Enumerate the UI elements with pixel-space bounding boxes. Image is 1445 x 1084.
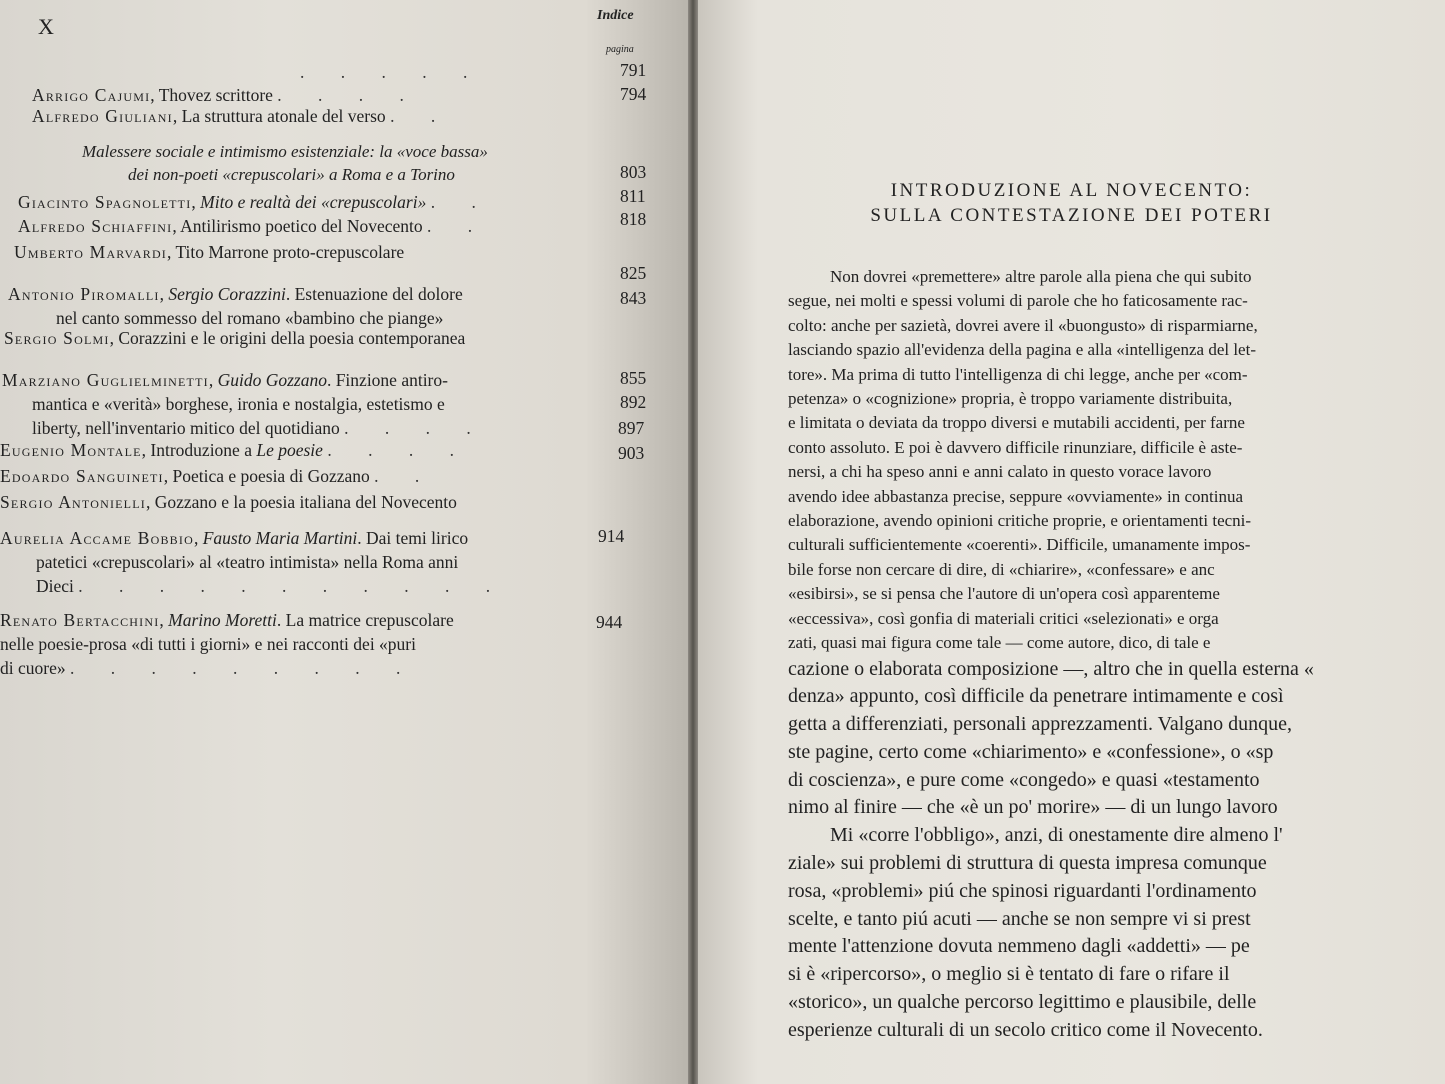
page-number: 897 [618, 418, 645, 438]
right-page [698, 0, 1445, 1084]
section-heading: Malessere sociale e intimismo esistenziale: la «voce bassa» [82, 142, 488, 161]
body-line: Mi «corre l'obbligo», anzi, di onestamente dire almeno l' [830, 824, 1283, 847]
body-line: tore». Ma prima di tutto l'intelligenza di chi legge, anche per «com- [788, 364, 1248, 384]
body-line: esperienze culturali di un secolo critico come il Novecento. [788, 1018, 1263, 1041]
chapter-title-line-2: SULLA CONTESTAZIONE DEI POTERI [870, 205, 1273, 226]
body-line: colto: anche per sazietà, dovrei avere il «buongusto» di risparmiarne, [788, 315, 1258, 335]
index-entry: Alfredo Giuliani, La struttura atonale del verso . . [32, 106, 452, 126]
body-line: Non dovrei «premettere» altre parole alla piena che qui subito [830, 267, 1252, 286]
body-line: getta a differenziati, personali apprezzamenti. Valgano dunque, [788, 713, 1293, 736]
page-number: 903 [618, 443, 645, 463]
index-entry: Sergio Solmi, Corazzini e le origini della poesia contemporanea [4, 328, 466, 348]
chapter-title-line-1: INTRODUZIONE AL NOVECENTO: [890, 180, 1253, 201]
body-line: ziale» sui problemi di struttura di questa impresa comunque [788, 852, 1267, 875]
page-number: 843 [620, 288, 647, 308]
running-head: Indice [597, 8, 634, 23]
body-line: nimo al finire — che «è un po' morire» — di un lungo lavoro [788, 796, 1278, 819]
body-line: scelte, e tanto piú acuti — anche se non sempre vi si prest [788, 907, 1251, 930]
page-number: 818 [620, 209, 647, 229]
body-line: nersi, a chi ha speso anni e anni calato in questo vorace lavoro [788, 462, 1212, 482]
body-line: petenza» o «cognizione» propria, è troppo variamente distribuita, [788, 389, 1233, 409]
page-number: 803 [620, 162, 647, 182]
index-entry: Eugenio Montale, Introduzione a Le poesie . . . . [0, 440, 470, 460]
body-line: culturali sufficientemente «coerenti». Difficile, umanamente impos- [788, 535, 1251, 555]
body-line: «esibirsi», se si pensa che l'autore di un'opera così apparenteme [788, 584, 1220, 604]
body-text [788, 265, 1445, 1045]
page-number: 825 [620, 263, 647, 283]
index-entry: Marziano Guglielminetti, Guido Gozzano. Finzione antiro- mantica e «verità» borghese, ironia e nostalgia, estetismo e liberty, nell'inventario mitico del quotidiano . . . . [2, 370, 487, 438]
column-head-pages: pagina [606, 44, 634, 55]
body-line: lasciando spazio all'evidenza della pagina e alla «intelligenza del let- [788, 340, 1256, 360]
page-number: 944 [596, 612, 623, 632]
index-entry: Renato Bertacchini, Marino Moretti. La matrice crepuscolare nelle poesie-prosa «di tutti i giorni» e nei racconti dei «puri di cuore» . . . . . . . . . [0, 610, 454, 678]
index-entry-continuation: . . . . . [300, 62, 484, 82]
body-line: rosa, «problemi» piú che spinosi riguardanti l'ordinamento [788, 879, 1257, 902]
page-number: 892 [620, 392, 647, 412]
page-number: 811 [620, 186, 646, 206]
index-entry: Antonio Piromalli, Sergio Corazzini. Estenuazione del dolore nel canto sommesso del romano «bambino che piange» [8, 284, 463, 328]
book-gutter [688, 0, 698, 1084]
body-line: e limitata o deviata da troppo diversi e mutabili accidenti, per farne [788, 413, 1245, 433]
index-entry: Alfredo Schiaffini, Antilirismo poetico del Novecento . . [18, 216, 489, 236]
body-line: di coscienza», e pure come «congedo» e quasi «testamento [788, 768, 1260, 791]
left-page [0, 0, 688, 1084]
body-line: bile forse non cercare di dire, di «chiarire», «confessare» e anc [788, 559, 1215, 579]
body-line: mente l'attenzione dovuta nemmeno dagli «addetti» — pe [788, 935, 1250, 958]
index-entry: Edoardo Sanguineti, Poetica e poesia di Gozzano . . [0, 466, 436, 486]
index-entry: Giacinto Spagnoletti, Mito e realtà dei «crepuscolari» . . [18, 192, 492, 212]
body-line: denza» appunto, così difficile da penetrare intimamente e così [788, 685, 1284, 708]
body-line: «eccessiva», così gonfia di materiali critici «selezionati» e orga [788, 608, 1219, 628]
section-heading: dei non-poeti «crepuscolari» a Roma e a Torino [128, 165, 455, 184]
page-number: 791 [620, 60, 647, 80]
body-line: segue, nei molti e spessi volumi di parole che ho faticosamente rac- [788, 291, 1248, 311]
body-line: avendo idee abbastanza precise, seppure «ovviamente» in continua [788, 486, 1244, 506]
page-folio: X [38, 14, 55, 39]
page-number: 855 [620, 368, 647, 388]
index-entry: Aurelia Accame Bobbio, Fausto Maria Martini. Dai temi lirico patetici «crepuscolari» al «teatro intimista» nella Roma anni Dieci . . . . . . . . . . . [0, 528, 507, 596]
body-line: si è «ripercorso», o meglio si è tentato di fare o rifare il [788, 963, 1230, 986]
body-line: conto assoluto. E poi è davvero difficile rinunziare, difficile è aste- [788, 437, 1243, 457]
body-line: cazione o elaborata composizione —, altro che in quella esterna « [788, 657, 1314, 680]
index-entry: Sergio Antonielli, Gozzano e la poesia italiana del Novecento [0, 492, 457, 512]
body-line: elaborazione, avendo opinioni critiche proprie, e orientamenti tecni- [788, 511, 1252, 531]
index-entry: Umberto Marvardi, Tito Marrone proto-crepuscolare [14, 242, 405, 262]
page-number: 794 [620, 84, 647, 104]
body-line: zati, quasi mai figura come tale — come autore, dico, di tale e [788, 633, 1211, 653]
body-line: «storico», un qualche percorso legittimo e plausibile, delle [788, 991, 1257, 1014]
body-line: ste pagine, certo come «chiarimento» e «confessione», o «sp [788, 740, 1274, 763]
page-number: 914 [598, 526, 625, 546]
index-entry: Arrigo Cajumi, Thovez scrittore . . . . [32, 85, 420, 105]
